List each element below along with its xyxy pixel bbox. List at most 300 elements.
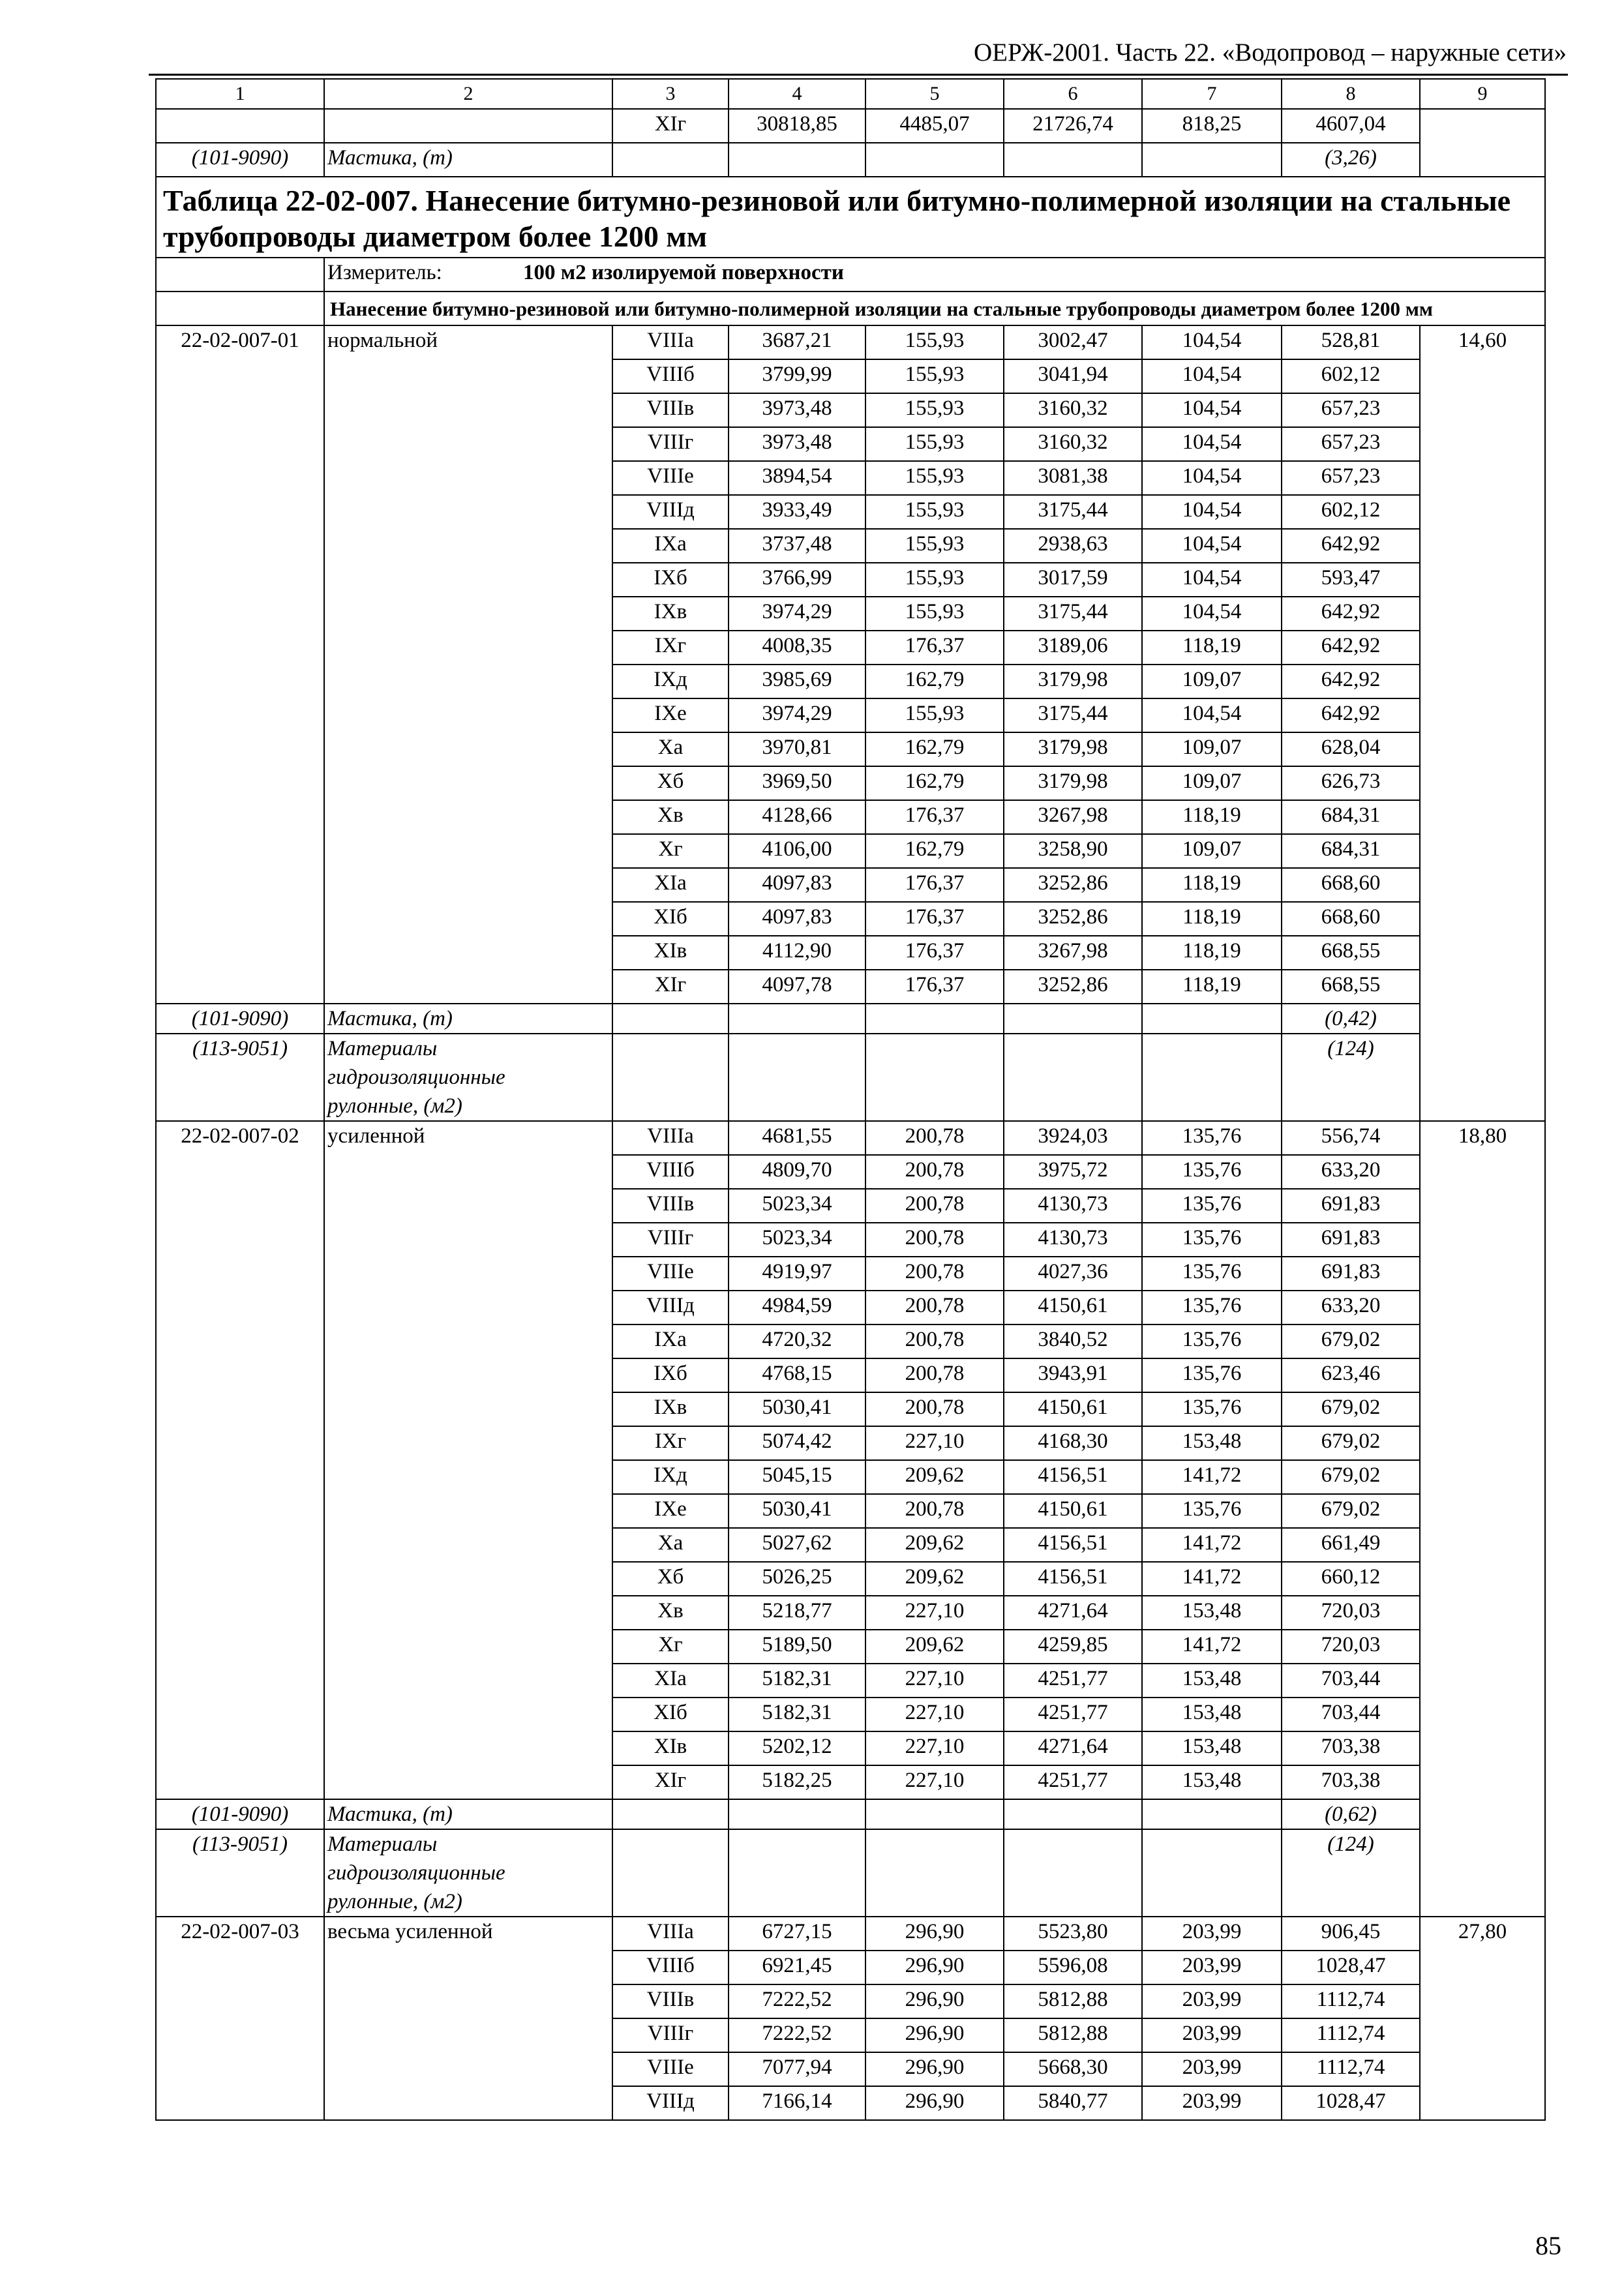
empty-cell [1004,1829,1142,1917]
value-cell: 3160,32 [1004,427,1142,461]
labor-cost: 18,80 [1420,1121,1545,1917]
value-cell: 135,76 [1142,1257,1282,1291]
empty-cell [729,1829,865,1917]
value-cell: 162,79 [865,834,1004,868]
zone-cell: VIIIа [612,1121,729,1155]
value-cell: 642,92 [1282,529,1420,563]
zone-cell: VIIIа [612,325,729,359]
zone-cell: XIг [612,970,729,1004]
value-cell: 104,54 [1142,495,1282,529]
value-cell: 4027,36 [1004,1257,1142,1291]
value-cell: 720,03 [1282,1596,1420,1630]
zone-cell: XIб [612,902,729,936]
value-cell: 5182,31 [729,1664,865,1698]
zone-cell: IXг [612,1426,729,1460]
value-cell: 296,90 [865,2086,1004,2120]
value-cell: 200,78 [865,1121,1004,1155]
value-cell: 200,78 [865,1392,1004,1426]
zone-cell: VIIIг [612,427,729,461]
value-cell: 4097,83 [729,902,865,936]
value-cell: 155,93 [865,461,1004,495]
empty-cell [1142,1004,1282,1034]
material-row [156,1004,1545,1034]
value-cell: 4607,04 [1282,109,1420,143]
zone-cell: VIIIе [612,2052,729,2086]
material-name: Материалы гидроизоляционные рулонные, (м2) [324,1829,612,1917]
value-cell: 104,54 [1142,325,1282,359]
value-cell: 153,48 [1142,1698,1282,1731]
material-value: (3,26) [1282,143,1420,177]
value-cell: 661,49 [1282,1528,1420,1562]
value-cell: 4150,61 [1004,1392,1142,1426]
value-cell: 5812,88 [1004,2018,1142,2052]
value-cell: 6727,15 [729,1917,865,1951]
labor-cost: 14,60 [1420,325,1545,1121]
empty-cell [729,143,865,177]
value-cell: 104,54 [1142,427,1282,461]
value-cell: 5596,08 [1004,1951,1142,1984]
value-cell: 5023,34 [729,1189,865,1223]
value-cell: 4984,59 [729,1291,865,1324]
material-value: (0,42) [1282,1004,1420,1034]
zone-cell: XIб [612,1698,729,1731]
material-row [156,1829,1545,1917]
value-cell: 3799,99 [729,359,865,393]
empty-cell [865,1034,1004,1121]
value-cell: 135,76 [1142,1155,1282,1189]
value-cell: 203,99 [1142,2018,1282,2052]
value-cell: 4271,64 [1004,1596,1142,1630]
value-cell: 4008,35 [729,631,865,665]
value-cell: 668,60 [1282,902,1420,936]
value-cell: 135,76 [1142,1223,1282,1257]
value-cell: 684,31 [1282,800,1420,834]
value-cell: 3252,86 [1004,902,1142,936]
empty-cell [865,1799,1004,1829]
value-cell: 176,37 [865,631,1004,665]
zone-cell: VIIIе [612,1257,729,1291]
zone-cell: XIв [612,936,729,970]
zone-cell: VIIIд [612,495,729,529]
column-number: 1 [156,79,324,109]
value-cell: 203,99 [1142,1984,1282,2018]
zone-cell: VIIIв [612,1189,729,1223]
zone-cell: XIв [612,1731,729,1765]
zone-cell: VIIIв [612,393,729,427]
material-code: (101-9090) [156,1799,324,1829]
value-cell: 4809,70 [729,1155,865,1189]
value-cell: 4251,77 [1004,1765,1142,1799]
value-cell: 1028,47 [1282,1951,1420,1984]
value-cell: 703,38 [1282,1731,1420,1765]
zone-cell: VIIIг [612,1223,729,1257]
zone-cell: IXа [612,529,729,563]
value-cell: 3002,47 [1004,325,1142,359]
value-cell: 679,02 [1282,1460,1420,1494]
value-cell: 155,93 [865,563,1004,597]
value-cell: 4106,00 [729,834,865,868]
empty-cell [729,1004,865,1034]
value-cell: 906,45 [1282,1917,1420,1951]
value-cell: 109,07 [1142,732,1282,766]
value-cell: 4485,07 [865,109,1004,143]
value-cell: 703,44 [1282,1698,1420,1731]
section-subtitle-row [156,292,1545,325]
value-cell: 176,37 [865,868,1004,902]
value-cell: 153,48 [1142,1426,1282,1460]
value-cell: 4150,61 [1004,1494,1142,1528]
material-name: Мастика, (т) [324,1799,612,1829]
value-cell: 155,93 [865,597,1004,631]
value-cell: 4097,83 [729,868,865,902]
empty-cell [156,292,324,325]
value-cell: 3267,98 [1004,936,1142,970]
value-cell: 3840,52 [1004,1324,1142,1358]
value-cell: 296,90 [865,2052,1004,2086]
value-cell: 679,02 [1282,1426,1420,1460]
value-cell: 104,54 [1142,359,1282,393]
value-cell: 141,72 [1142,1460,1282,1494]
value-cell: 109,07 [1142,665,1282,698]
carryover-material-row [156,143,1545,177]
value-cell: 209,62 [865,1630,1004,1664]
value-cell: 176,37 [865,902,1004,936]
value-cell: 118,19 [1142,631,1282,665]
material-value: (0,62) [1282,1799,1420,1829]
value-cell: 155,93 [865,359,1004,393]
value-cell: 5840,77 [1004,2086,1142,2120]
value-cell: 4128,66 [729,800,865,834]
value-cell: 118,19 [1142,902,1282,936]
value-cell: 1112,74 [1282,1984,1420,2018]
empty-cell [1004,1034,1142,1121]
value-cell: 3973,48 [729,427,865,461]
value-cell: 104,54 [1142,529,1282,563]
zone-cell: IXб [612,563,729,597]
value-cell: 593,47 [1282,563,1420,597]
value-cell: 135,76 [1142,1291,1282,1324]
table-title: Таблица 22-02-007. Нанесение битумно-резиновой или битумно-полимерной изоляции на стальные трубопроводы диаметром более 1200 мм [156,177,1545,258]
value-cell: 104,54 [1142,563,1282,597]
value-cell: 135,76 [1142,1324,1282,1358]
value-cell: 3017,59 [1004,563,1142,597]
value-cell: 628,04 [1282,732,1420,766]
zone-cell: VIIIе [612,461,729,495]
value-cell: 4156,51 [1004,1528,1142,1562]
value-cell: 3179,98 [1004,766,1142,800]
column-number: 7 [1142,79,1282,109]
value-cell: 5030,41 [729,1392,865,1426]
value-cell: 200,78 [865,1291,1004,1324]
empty-cell [1142,1799,1282,1829]
value-cell: 203,99 [1142,2052,1282,2086]
value-cell: 3974,29 [729,698,865,732]
value-cell: 7222,52 [729,2018,865,2052]
material-name: Мастика, (т) [324,1004,612,1034]
value-cell: 203,99 [1142,2086,1282,2120]
value-cell: 141,72 [1142,1528,1282,1562]
value-cell: 155,93 [865,393,1004,427]
value-cell: 602,12 [1282,359,1420,393]
value-cell: 3252,86 [1004,868,1142,902]
value-cell: 104,54 [1142,393,1282,427]
zone-cell: XIа [612,1664,729,1698]
value-cell: 162,79 [865,732,1004,766]
value-cell: 633,20 [1282,1291,1420,1324]
empty-cell [1004,1799,1142,1829]
value-cell: 5074,42 [729,1426,865,1460]
empty-cell [729,1034,865,1121]
value-cell: 703,38 [1282,1765,1420,1799]
value-cell: 203,99 [1142,1951,1282,1984]
value-cell: 4259,85 [1004,1630,1142,1664]
value-cell: 720,03 [1282,1630,1420,1664]
empty-cell [1420,109,1545,177]
value-cell: 7166,14 [729,2086,865,2120]
table-title-row [156,177,1545,258]
empty-cell [612,1829,729,1917]
value-cell: 3933,49 [729,495,865,529]
value-cell: 4168,30 [1004,1426,1142,1460]
page-number: 85 [1535,2231,1561,2260]
value-cell: 1028,47 [1282,2086,1420,2120]
rates-table [155,78,1546,2121]
value-cell: 657,23 [1282,427,1420,461]
column-number: 2 [324,79,612,109]
meter-cell [324,258,1545,292]
empty-cell [612,1799,729,1829]
rate-name: весьма усиленной [324,1917,612,2120]
value-cell: 200,78 [865,1324,1004,1358]
meter-label: Измеритель: [327,261,442,284]
value-cell: 135,76 [1142,1189,1282,1223]
zone-cell: IXе [612,1494,729,1528]
value-cell: 660,12 [1282,1562,1420,1596]
value-cell: 3973,48 [729,393,865,427]
zone-cell: IXд [612,665,729,698]
value-cell: 4156,51 [1004,1562,1142,1596]
zone-cell: VIIIд [612,1291,729,1324]
value-cell: 118,19 [1142,936,1282,970]
material-row [156,1034,1545,1121]
value-cell: 227,10 [865,1596,1004,1630]
zone-cell: Xг [612,1630,729,1664]
value-cell: 5182,25 [729,1765,865,1799]
value-cell: 4919,97 [729,1257,865,1291]
column-number: 3 [612,79,729,109]
material-code: (101-9090) [156,1004,324,1034]
value-cell: 4130,73 [1004,1223,1142,1257]
material-name: Материалы гидроизоляционные рулонные, (м2) [324,1034,612,1121]
value-cell: 657,23 [1282,461,1420,495]
value-cell: 3267,98 [1004,800,1142,834]
rate-row [156,325,1545,359]
value-cell: 642,92 [1282,631,1420,665]
material-code: (113-9051) [156,1829,324,1917]
value-cell: 691,83 [1282,1189,1420,1223]
value-cell: 227,10 [865,1731,1004,1765]
value-cell: 209,62 [865,1460,1004,1494]
value-cell: 176,37 [865,970,1004,1004]
value-cell: 296,90 [865,1951,1004,1984]
value-cell: 3894,54 [729,461,865,495]
value-cell: 5189,50 [729,1630,865,1664]
empty-cell [1004,1004,1142,1034]
empty-cell [729,1799,865,1829]
zone-cell: Xа [612,732,729,766]
value-cell: 3175,44 [1004,698,1142,732]
zone-cell: IXг [612,631,729,665]
value-cell: 5812,88 [1004,1984,1142,2018]
material-value: (124) [1282,1829,1420,1917]
zone-cell: IXе [612,698,729,732]
value-cell: 4681,55 [729,1121,865,1155]
value-cell: 657,23 [1282,393,1420,427]
zone-cell: IXв [612,597,729,631]
value-cell: 176,37 [865,936,1004,970]
empty-cell [612,1034,729,1121]
value-cell: 3766,99 [729,563,865,597]
value-cell: 3985,69 [729,665,865,698]
zone-cell: Xа [612,1528,729,1562]
column-number: 9 [1420,79,1545,109]
value-cell: 4156,51 [1004,1460,1142,1494]
value-cell: 3258,90 [1004,834,1142,868]
value-cell: 227,10 [865,1664,1004,1698]
zone-cell: XIг [612,109,729,143]
value-cell: 5023,34 [729,1223,865,1257]
rate-row [156,1917,1545,1951]
value-cell: 155,93 [865,698,1004,732]
material-code: (113-9051) [156,1034,324,1121]
value-cell: 104,54 [1142,597,1282,631]
running-header: ОЕРЖ-2001. Часть 22. «Водопровод – наружные сети» [974,38,1567,67]
material-name: Мастика, (т) [324,143,612,177]
value-cell: 200,78 [865,1358,1004,1392]
value-cell: 5218,77 [729,1596,865,1630]
value-cell: 153,48 [1142,1664,1282,1698]
empty-cell [865,1829,1004,1917]
value-cell: 556,74 [1282,1121,1420,1155]
value-cell: 6921,45 [729,1951,865,1984]
value-cell: 5045,15 [729,1460,865,1494]
value-cell: 30818,85 [729,109,865,143]
value-cell: 3252,86 [1004,970,1142,1004]
value-cell: 4150,61 [1004,1291,1142,1324]
material-code: (101-9090) [156,143,324,177]
rate-code: 22-02-007-02 [156,1121,324,1799]
value-cell: 200,78 [865,1223,1004,1257]
zone-cell: Xб [612,766,729,800]
value-cell: 3189,06 [1004,631,1142,665]
zone-cell: VIIIд [612,2086,729,2120]
column-number: 8 [1282,79,1420,109]
value-cell: 703,44 [1282,1664,1420,1698]
material-row [156,1799,1545,1829]
zone-cell: IXб [612,1358,729,1392]
value-cell: 668,55 [1282,936,1420,970]
value-cell: 3737,48 [729,529,865,563]
value-cell: 1112,74 [1282,2052,1420,2086]
section-subtitle: Нанесение битумно-резиновой или битумно-полимерной изоляции на стальные трубопроводы диаметром более 1200 мм [324,292,1545,325]
value-cell: 135,76 [1142,1494,1282,1528]
value-cell: 176,37 [865,800,1004,834]
value-cell: 3179,98 [1004,665,1142,698]
value-cell: 818,25 [1142,109,1282,143]
value-cell: 4112,90 [729,936,865,970]
zone-cell: Xв [612,800,729,834]
value-cell: 162,79 [865,766,1004,800]
value-cell: 4251,77 [1004,1698,1142,1731]
empty-cell [865,143,1004,177]
value-cell: 3970,81 [729,732,865,766]
rate-row [156,1121,1545,1155]
value-cell: 135,76 [1142,1121,1282,1155]
value-cell: 200,78 [865,1494,1004,1528]
zone-cell: Xг [612,834,729,868]
value-cell: 155,93 [865,529,1004,563]
value-cell: 668,55 [1282,970,1420,1004]
value-cell: 4271,64 [1004,1731,1142,1765]
value-cell: 5027,62 [729,1528,865,1562]
zone-cell: VIIIб [612,1155,729,1189]
value-cell: 623,46 [1282,1358,1420,1392]
value-cell: 642,92 [1282,665,1420,698]
value-cell: 3975,72 [1004,1155,1142,1189]
value-cell: 227,10 [865,1765,1004,1799]
value-cell: 227,10 [865,1698,1004,1731]
value-cell: 5026,25 [729,1562,865,1596]
value-cell: 118,19 [1142,970,1282,1004]
value-cell: 691,83 [1282,1223,1420,1257]
zone-cell: VIIIг [612,2018,729,2052]
value-cell: 3687,21 [729,325,865,359]
value-cell: 118,19 [1142,800,1282,834]
empty-cell [865,1004,1004,1034]
empty-cell [612,1004,729,1034]
value-cell: 668,60 [1282,868,1420,902]
labor-cost: 27,80 [1420,1917,1545,2120]
value-cell: 3175,44 [1004,495,1142,529]
zone-cell: Xв [612,1596,729,1630]
value-cell: 200,78 [865,1257,1004,1291]
value-cell: 209,62 [865,1562,1004,1596]
value-cell: 4768,15 [729,1358,865,1392]
value-cell: 7077,94 [729,2052,865,2086]
value-cell: 602,12 [1282,495,1420,529]
value-cell: 3081,38 [1004,461,1142,495]
empty-cell [156,109,324,143]
value-cell: 200,78 [865,1155,1004,1189]
empty-cell [1142,143,1282,177]
zone-cell: IXв [612,1392,729,1426]
value-cell: 626,73 [1282,766,1420,800]
header-rule [149,74,1568,76]
rate-code: 22-02-007-03 [156,1917,324,2120]
value-cell: 5030,41 [729,1494,865,1528]
meter-value: 100 м2 изолируемой поверхности [523,261,844,284]
value-cell: 684,31 [1282,834,1420,868]
rate-name: усиленной [324,1121,612,1799]
value-cell: 162,79 [865,665,1004,698]
value-cell: 155,93 [865,427,1004,461]
value-cell: 135,76 [1142,1392,1282,1426]
empty-cell [1142,1829,1282,1917]
value-cell: 4130,73 [1004,1189,1142,1223]
value-cell: 227,10 [865,1426,1004,1460]
value-cell: 296,90 [865,2018,1004,2052]
zone-cell: VIIIа [612,1917,729,1951]
